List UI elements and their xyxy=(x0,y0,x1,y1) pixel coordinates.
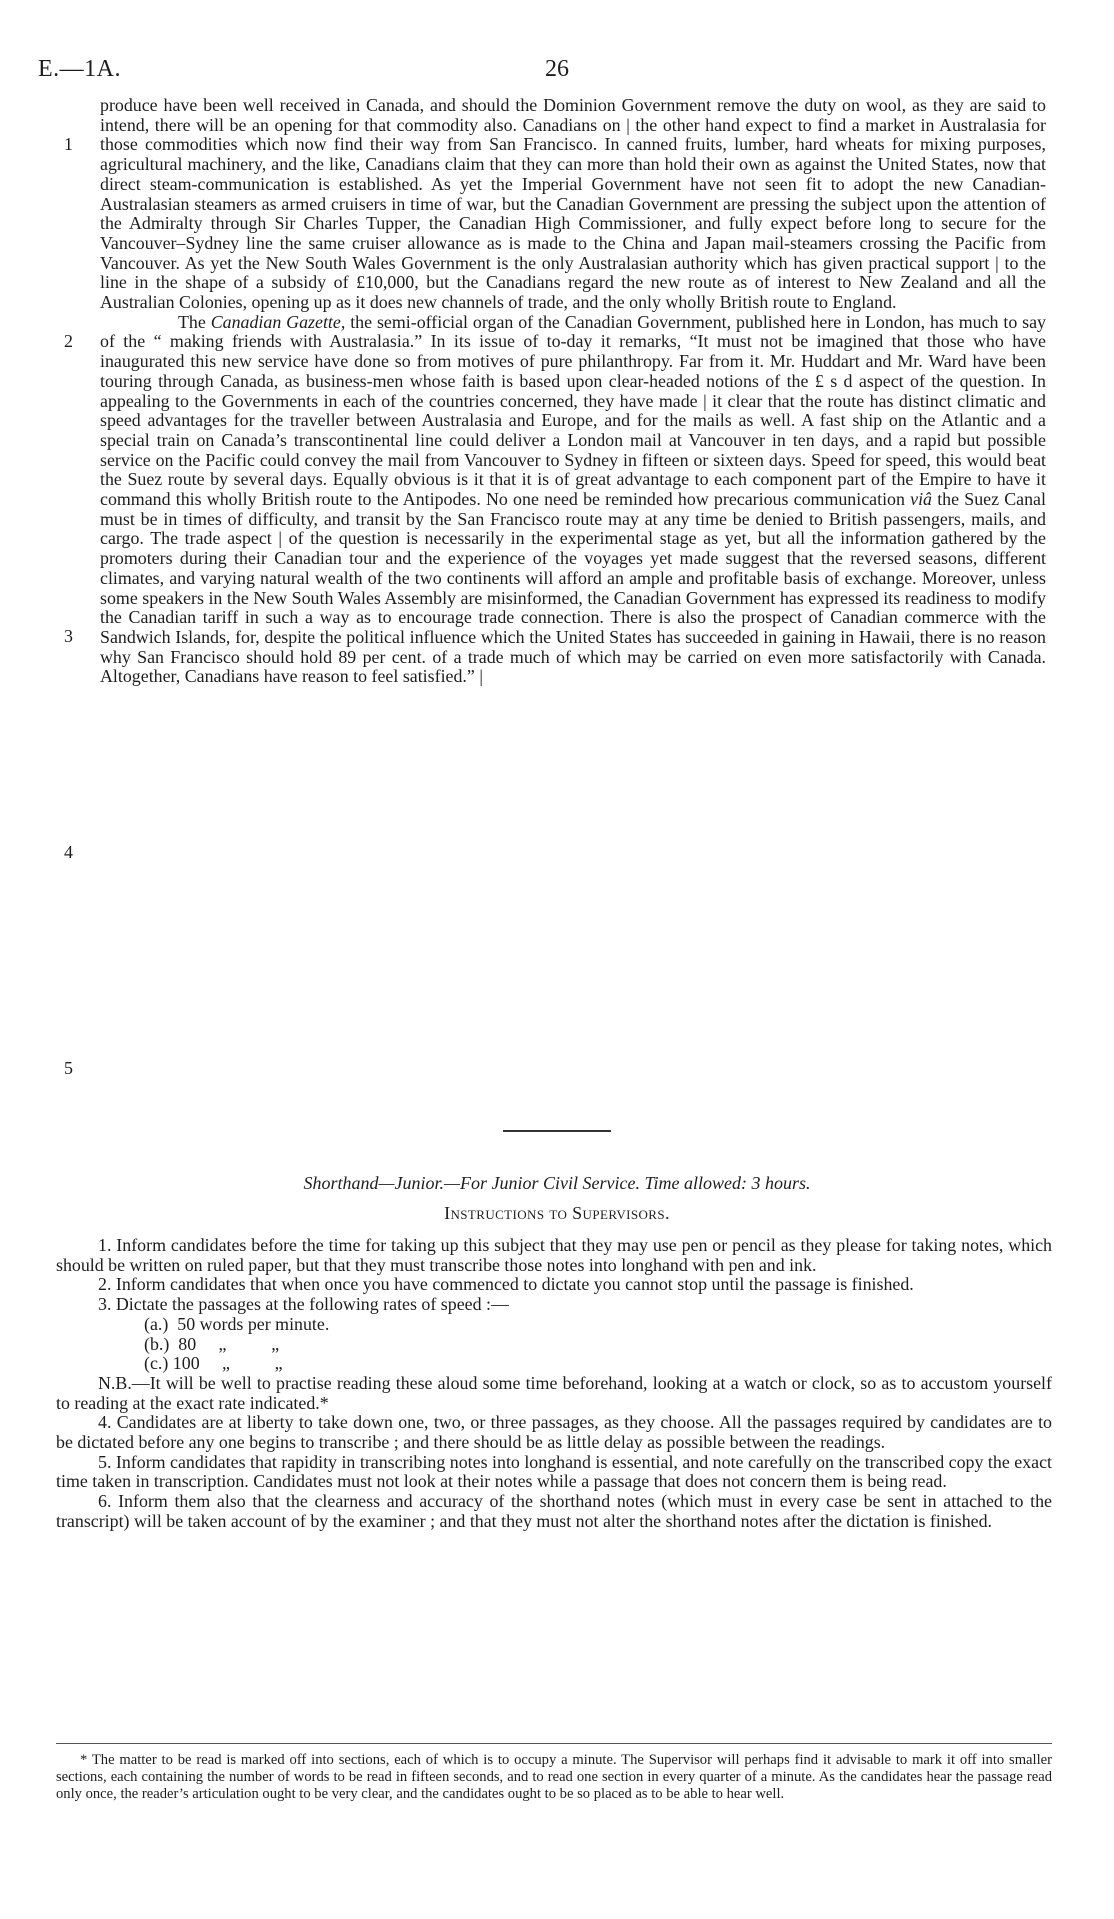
section-divider xyxy=(503,1130,611,1132)
subtitle-text: Instructions to Supervisors. xyxy=(444,1203,670,1223)
margin-number: 4 xyxy=(64,842,73,862)
instruction-item: 4. Candidates are at liberty to take down one, two, or three passages, as they choose. All the passages required by candidates are to be dictated before any one begins to transcribe ; and there should be as little delay as possible between the readings. xyxy=(56,1412,1052,1453)
paragraph xyxy=(100,313,1046,687)
paragraph: produce have been well received in Canada, and should the Dominion Government remove the duty on wool, as they are said to intend, there will be an opening for that commodity also. Canadians on | the other hand expect to find a market in Australasia for those commodities which now find their way from San Francisco. In canned fruits, lumber, hard wheats for mixing purposes, agricultural machinery, and the like, Canadians claim that they can more than hold their own as against the United States, now that direct steam-communication is established. As yet the Imperial Government have not seen fit to adopt the new Canadian-Australasian steamers as armed cruisers in time of war, but the Canadian Government are pressing the subject upon the attention of the Admiralty through Sir Charles Tupper, the Canadian High Commissioner, and fully expect before long to secure for the Vancouver–Sydney line the same cruiser allowance as is made to the China and Japan mail-steamers crossing the Pacific from Vancouver. As yet the New South Wales Government is the only Australasian authority which has given practical support | to the line in the shape of a subsidy of £10,000, but the Canadians regard the new route as of interest to New Zealand and all the Australian Colonies, opening up as it does new channels of trade, and the only wholly British route to England. xyxy=(100,95,1046,313)
text-run: the Suez Canal must be in times of difficulty, and transit by the San Francisco route may at any time be denied to British passengers, mails, and cargo. The trade aspect | of the question is necessarily in the experimental stage as yet, but all the information gathered by the promoters during their Canadian tour and the experience of the voyages yet made suggest that the reversed seasons, different climates, and varying natural wealth of the two continents will afford an ample and profitable basis of exchange. Moreover, unless some speakers in the New South Wales Assembly are misinformed, the Canadian Government has expressed its readiness to modify the Canadian tariff in such a way as to encourage trade connection. There is also the prospect of Canadian commerce with the Sandwich Islands, for, despite the political influence which the United States has succeeded in gaining in Hawaii, there is no reason why San Francisco should hold 89 per cent. of a trade much of which may be carried on even more satisfactorily with Canada. Altogether, Canadians have reason to feel satisfied.” | xyxy=(100,489,1046,687)
document-code: E.—1A. xyxy=(38,56,121,82)
instruction-item: 6. Inform them also that the clearness and accuracy of the shorthand notes (which must in every case be sent in attached to the transcript) will be taken account of by the examiner ; and that they must not alter the shorthand notes after the dictation is finished. xyxy=(56,1491,1052,1531)
footnote xyxy=(56,1752,1052,1804)
rate-line: (c.) 100 „ „ xyxy=(144,1353,283,1374)
margin-number: 5 xyxy=(64,1058,73,1078)
text-run: the semi-official organ of the Canadian Government, published here in London, has much to say of the “ making friends with Australasia.” In its issue of to-day it remarks, “It must not be imagined that those who have inaugurated this new service have done so from motives of pure philanthropy. Far from it. Mr. Huddart and Mr. Ward have been touring through Canada, as business-men whose faith is based upon clear-headed notions of the £ s d aspect of the question. In appealing to the Governments in each of the countries concerned, they have made | it clear that the route has distinct climatic and speed advantages for the traveller between Australasia and Europe, and for the mails as well. A fast ship on the Atlantic and a special train on Canada’s transcontinental line could deliver a London mail at Vancouver in ten days, and a rapid but possible service on the Pacific could convey the mail from Vancouver to Sydney in fifteen or sixteen days. Speed for speed, this would beat the Suez route by several days. Equally obvious is it that it is of great advantage to each component part of the Empire to have it command this wholly British route to the Antipodes. No one need be reminded how precarious communication xyxy=(100,311,1047,510)
margin-number: 2 xyxy=(64,331,73,351)
nb-note: N.B.—It will be well to practise reading these aloud some time beforehand, looking at a watch or clock, so as to accustom yourself to reading at the exact rate indicated.* xyxy=(56,1372,1052,1413)
margin-number: 3 xyxy=(64,626,73,646)
footnote-rule xyxy=(56,1743,1052,1744)
footnote-text: * The matter to be read is marked off into sections, each of which is to occupy a minute. The Supervisor will perhaps find it advisable to mark it off into smaller sections, each containing the number of words to be read in fifteen seconds, and to read one section in every quarter of a minute. As the candidates hear the passage read only once, the reader’s articulation ought to be very clear, and the candidates ought to be so placed as to be able to hear well. xyxy=(56,1752,1052,1803)
instructions xyxy=(56,1236,1052,1532)
section-title: Shorthand—Junior.—For Junior Civil Service. Time allowed: 3 hours. xyxy=(303,1173,811,1193)
rate-line: (b.) 80 „ „ xyxy=(144,1333,280,1354)
page-number: 26 xyxy=(545,56,569,82)
margin-number: 1 xyxy=(64,134,73,154)
instruction-item: 5. Inform candidates that rapidity in transcribing notes into longhand is essential, and note carefully on the transcribed copy the exact time taken in transcription. Candidates must not look at their notes while a passage that does not concern them is being read. xyxy=(56,1451,1052,1492)
instruction-item: 2. Inform candidates that when once you have commenced to dictate you cannot stop until the passage is finished. xyxy=(98,1274,914,1295)
section-subtitle xyxy=(0,1202,1114,1224)
instruction-item: 1. Inform candidates before the time for taking up this subject that they may use pen or pencil as they please for taking notes, which should be written on ruled paper, but that they must transcribe those notes into longhand with pen and ink. xyxy=(56,1235,1052,1275)
rate-line: (a.) 50 words per minute. xyxy=(144,1313,330,1334)
italic-word: viâ xyxy=(910,489,932,510)
instruction-item: 3. Dictate the passages at the following rates of speed :— xyxy=(98,1294,509,1315)
body-text xyxy=(100,96,1046,687)
publication-title: Canadian Gazette, xyxy=(210,311,346,332)
text-run: The xyxy=(178,311,211,332)
